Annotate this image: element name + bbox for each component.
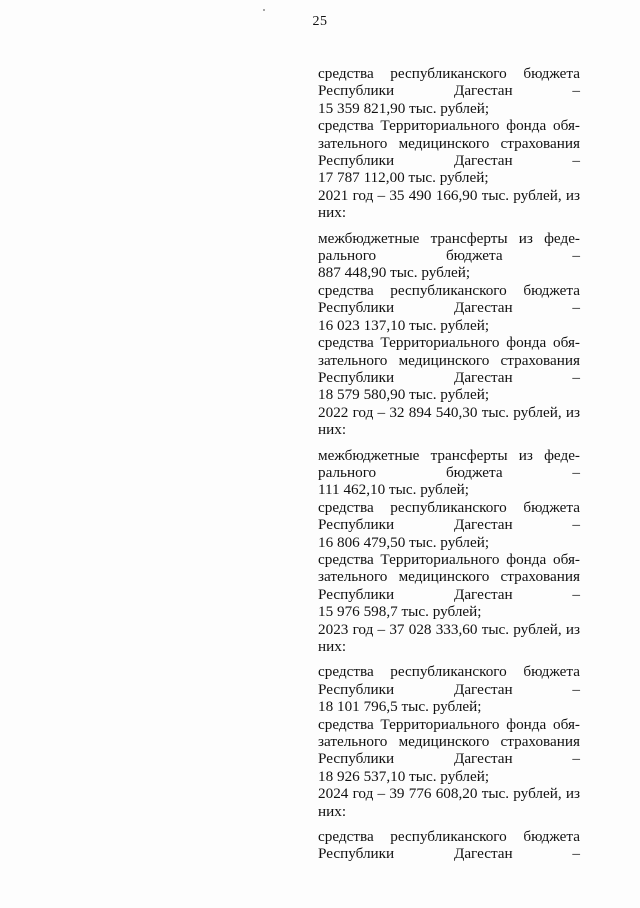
text-line: зательного медицинского страхования (318, 351, 580, 369)
text-line: зательного медицинского страхования (318, 134, 580, 152)
text-line: 111 462,10 тыс. рублей; (318, 481, 469, 499)
text-line: 2024 год – 39 776 608,20 тыс. рублей, из (318, 785, 580, 803)
text-line: средства Территориального фонда обя- (318, 715, 580, 733)
text-line: Республики Дагестан – (318, 299, 580, 317)
text-line: Республики Дагестан – (318, 152, 580, 170)
text-line: Республики Дагестан – (318, 750, 580, 768)
text-line: рального бюджета – (318, 247, 580, 265)
text-line: средства Территориального фонда обя- (318, 550, 580, 568)
text-line: Республики Дагестан – (318, 516, 580, 534)
text-line: них: (318, 204, 347, 222)
text-line: 18 926 537,10 тыс. рублей; (318, 767, 490, 785)
text-line: рального бюджета – (318, 463, 580, 481)
text-line: них: (318, 421, 347, 439)
text-line: 16 806 479,50 тыс. рублей; (318, 533, 490, 551)
text-line: 15 976 598,7 тыс. рублей; (318, 603, 482, 621)
text-line: 887 448,90 тыс. рублей; (318, 264, 471, 282)
text-line: Республики Дагестан – (318, 368, 580, 386)
text-line: средства республиканского бюджета (318, 498, 580, 516)
scan-speck (263, 9, 265, 11)
text-line: них: (318, 638, 347, 655)
text-line: зательного медицинского страхования (318, 568, 580, 586)
text-line: средства Территориального фонда обя- (318, 334, 580, 352)
text-line: зательного медицинского страхования (318, 733, 580, 751)
text-line: средства Территориального фонда обя- (318, 117, 580, 135)
page-number: 25 (312, 14, 328, 29)
text-line: Республики Дагестан – (318, 585, 580, 603)
text-line: 18 579 580,90 тыс. рублей; (318, 386, 490, 404)
text-line: Республики Дагестан – (318, 680, 580, 698)
text-line: 2023 год – 37 028 333,60 тыс. рублей, из (318, 620, 580, 638)
text-line: Республики Дагестан – (318, 845, 580, 863)
text-line: средства республиканского бюджета (318, 281, 580, 299)
text-line: 2022 год – 32 894 540,30 тыс. рублей, из (318, 403, 580, 421)
text-line: средства республиканского бюджета (318, 65, 580, 82)
text-line: средства республиканского бюджета (318, 663, 580, 681)
text-line: них: (318, 802, 347, 820)
text-column (318, 65, 580, 863)
text-line: средства республиканского бюджета (318, 828, 580, 846)
text-line: 16 023 137,10 тыс. рублей; (318, 316, 490, 334)
text-line: межбюджетные трансферты из феде- (318, 446, 580, 464)
text-line: 18 101 796,5 тыс. рублей; (318, 698, 482, 716)
text-line: 15 359 821,90 тыс. рублей; (318, 99, 490, 117)
text-line: 2021 год – 35 490 166,90 тыс. рублей, из (318, 186, 580, 204)
text-line: 17 787 112,00 тыс. рублей; (318, 169, 489, 187)
text-line: межбюджетные трансферты из феде- (318, 229, 580, 247)
text-line: Республики Дагестан – (318, 82, 580, 100)
